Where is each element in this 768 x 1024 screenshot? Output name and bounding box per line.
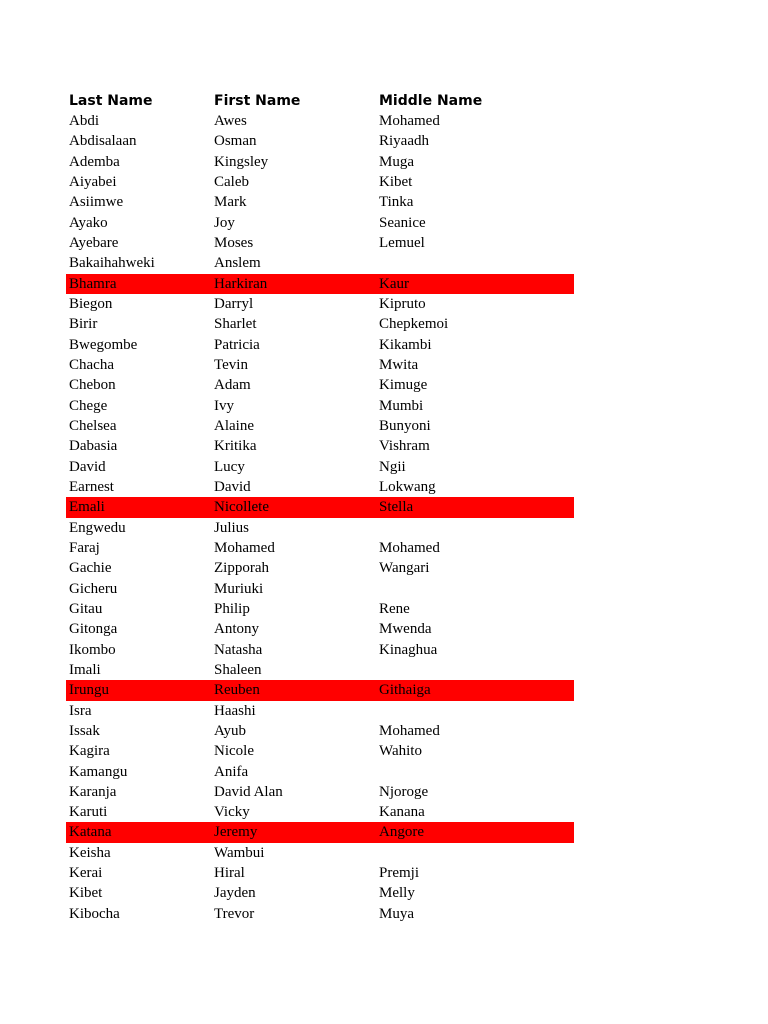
cell-first-name: Reuben (214, 682, 260, 699)
cell-middle-name: Muya (379, 905, 414, 922)
cell-first-name: Zipporah (214, 560, 269, 577)
table-row (66, 904, 574, 924)
cell-first-name: Lucy (214, 458, 245, 475)
cell-first-name: Shaleen (214, 661, 262, 678)
cell-first-name: David (214, 478, 251, 495)
table-row (66, 741, 574, 761)
cell-middle-name: Mohamed (379, 722, 440, 739)
cell-middle-name: Mohamed (379, 113, 440, 129)
table-row (66, 579, 574, 599)
cell-last-name: Kamangu (69, 763, 128, 780)
cell-middle-name: Mwenda (379, 621, 432, 638)
cell-first-name: Muriuki (214, 580, 264, 597)
cell-last-name: Gachie (69, 560, 112, 577)
table-row (66, 294, 574, 314)
cell-first-name: Natasha (214, 641, 263, 658)
cell-last-name: Ayebare (69, 234, 119, 251)
cell-middle-name: Mwita (379, 356, 419, 373)
table-row (66, 721, 574, 741)
table-row-highlighted (66, 274, 574, 294)
table-row (66, 701, 574, 721)
table-row-highlighted (66, 680, 574, 700)
table-row (66, 172, 574, 192)
cell-first-name: Osman (214, 133, 257, 150)
cell-first-name: Kritika (214, 438, 257, 455)
cell-middle-name (376, 579, 574, 599)
cell-first-name: Vicky (214, 804, 250, 821)
cell-middle-name: Lokwang (379, 478, 436, 495)
cell-last-name: Birir (69, 316, 98, 333)
cell-first-name: Mark (214, 194, 247, 211)
header-middle-name: Middle Name (379, 93, 483, 109)
cell-last-name: Gicheru (69, 580, 118, 597)
cell-middle-name: Kipruto (379, 295, 426, 312)
cell-middle-name (376, 253, 574, 273)
cell-middle-name: Vishram (379, 438, 430, 455)
cell-last-name: Chacha (69, 356, 114, 373)
table-row (66, 355, 574, 375)
cell-first-name: Nicollete (214, 499, 269, 516)
cell-last-name: Chege (69, 397, 108, 414)
cell-first-name: Mohamed (214, 539, 275, 556)
cell-first-name: Joy (214, 214, 235, 231)
cell-first-name: Julius (214, 519, 250, 536)
cell-middle-name: Kikambi (379, 336, 432, 353)
table-row (66, 416, 574, 436)
cell-last-name: Earnest (69, 478, 114, 495)
cell-last-name: Abdisalaan (69, 133, 137, 150)
cell-middle-name: Muga (379, 153, 414, 170)
header-last-name: Last Name (69, 93, 153, 109)
cell-last-name: Abdi (69, 113, 99, 129)
cell-first-name: Anslem (214, 255, 261, 272)
cell-last-name: Kibet (69, 885, 103, 902)
table-row (66, 396, 574, 416)
table-row (66, 518, 574, 538)
cell-first-name: Caleb (214, 173, 249, 190)
cell-middle-name: Kinaghua (379, 641, 438, 658)
cell-last-name: Irungu (69, 682, 109, 699)
table-row (66, 863, 574, 883)
table-row-highlighted (66, 497, 574, 517)
cell-last-name: Gitau (69, 600, 103, 617)
cell-middle-name: Njoroge (379, 783, 429, 800)
cell-last-name: Katana (69, 824, 112, 841)
table-row (66, 335, 574, 355)
cell-middle-name: Lemuel (379, 234, 425, 251)
cell-middle-name: Wangari (379, 560, 430, 577)
table-row (66, 213, 574, 233)
table-row (66, 538, 574, 558)
cell-middle-name (376, 843, 574, 863)
cell-first-name: Harkiran (214, 275, 268, 292)
cell-last-name: Kibocha (69, 905, 120, 922)
table-row (66, 782, 574, 802)
cell-last-name: Bhamra (69, 275, 117, 292)
cell-last-name: Asiimwe (69, 194, 124, 211)
cell-first-name: Hiral (214, 865, 245, 882)
cell-middle-name: Mumbi (379, 397, 424, 414)
cell-middle-name: Stella (379, 499, 414, 516)
table-row (66, 314, 574, 334)
table-row (66, 599, 574, 619)
table-row (66, 619, 574, 639)
cell-middle-name (376, 762, 574, 782)
cell-last-name: Keisha (69, 844, 111, 861)
cell-last-name: Dabasia (69, 438, 118, 455)
names-table (66, 91, 574, 924)
cell-first-name: Philip (214, 600, 250, 617)
cell-middle-name: Seanice (379, 214, 426, 231)
cell-last-name: Issak (69, 722, 100, 739)
cell-middle-name: Melly (379, 885, 415, 902)
cell-first-name: Antony (214, 621, 259, 638)
cell-last-name: Isra (69, 702, 92, 719)
cell-middle-name: Angore (379, 824, 424, 841)
cell-first-name: Darryl (214, 295, 254, 312)
cell-first-name: Patricia (214, 336, 260, 353)
table-row (66, 253, 574, 273)
cell-first-name: Moses (214, 234, 254, 251)
cell-last-name: Ademba (69, 153, 120, 170)
cell-last-name: David (69, 458, 106, 475)
cell-middle-name: Kaur (379, 275, 409, 292)
cell-first-name: Ivy (214, 397, 234, 414)
table-row (66, 883, 574, 903)
cell-middle-name: Kibet (379, 173, 413, 190)
cell-middle-name (376, 518, 574, 538)
cell-middle-name: Githaiga (379, 682, 431, 699)
table-row (66, 152, 574, 172)
cell-first-name: Awes (214, 113, 247, 129)
cell-last-name: Kerai (69, 865, 103, 882)
cell-middle-name: Mohamed (379, 539, 440, 556)
cell-middle-name: Bunyoni (379, 417, 431, 434)
cell-middle-name: Kanana (379, 804, 425, 821)
cell-last-name: Kagira (69, 743, 110, 760)
cell-first-name: Jeremy (214, 824, 258, 841)
cell-last-name: Ikombo (69, 641, 116, 658)
table-row (66, 457, 574, 477)
cell-middle-name: Riyaadh (379, 133, 429, 150)
cell-last-name: Imali (69, 661, 101, 678)
cell-first-name: Jayden (214, 885, 256, 902)
cell-first-name: Anifa (214, 763, 249, 780)
cell-last-name: Bwegombe (69, 336, 138, 353)
cell-middle-name: Kimuge (379, 377, 428, 394)
header-first-name: First Name (214, 93, 301, 109)
table-row (66, 640, 574, 660)
cell-first-name: David Alan (214, 783, 283, 800)
table-row (66, 131, 574, 151)
table-row (66, 233, 574, 253)
cell-last-name: Faraj (69, 539, 100, 556)
cell-first-name: Adam (214, 377, 251, 394)
cell-last-name: Karanja (69, 783, 117, 800)
table-row (66, 192, 574, 212)
cell-first-name: Ayub (214, 722, 246, 739)
cell-middle-name: Wahito (379, 743, 422, 760)
cell-first-name: Alaine (214, 417, 254, 434)
cell-last-name: Biegon (69, 295, 113, 312)
cell-first-name: Sharlet (214, 316, 257, 333)
cell-first-name: Kingsley (214, 153, 269, 170)
cell-last-name: Chebon (69, 377, 116, 394)
cell-middle-name (376, 660, 574, 680)
cell-first-name: Trevor (214, 905, 255, 922)
cell-first-name: Wambui (214, 844, 265, 861)
table-row-highlighted (66, 822, 574, 842)
cell-middle-name: Premji (379, 865, 419, 882)
table-body (66, 111, 574, 924)
cell-last-name: Engwedu (69, 519, 126, 536)
table-row (66, 375, 574, 395)
table-row (66, 802, 574, 822)
cell-middle-name: Tinka (379, 194, 414, 211)
cell-last-name: Ayako (69, 214, 108, 231)
cell-middle-name: Chepkemoi (379, 316, 449, 333)
cell-first-name: Haashi (214, 702, 256, 719)
cell-last-name: Emali (69, 499, 105, 516)
cell-last-name: Aiyabei (69, 173, 117, 190)
cell-first-name: Tevin (214, 356, 248, 373)
cell-first-name: Nicole (214, 743, 254, 760)
cell-last-name: Gitonga (69, 621, 118, 638)
cell-middle-name: Rene (379, 600, 410, 617)
header-row (66, 91, 574, 111)
cell-last-name: Chelsea (69, 417, 117, 434)
cell-last-name: Bakaihahweki (69, 255, 155, 272)
table-row (66, 477, 574, 497)
cell-last-name: Karuti (69, 804, 108, 821)
table-row (66, 660, 574, 680)
table-row (66, 111, 574, 131)
table-row (66, 762, 574, 782)
cell-middle-name: Ngii (379, 458, 406, 475)
cell-middle-name (376, 701, 574, 721)
table-row (66, 436, 574, 456)
table-row (66, 558, 574, 578)
table-row (66, 843, 574, 863)
